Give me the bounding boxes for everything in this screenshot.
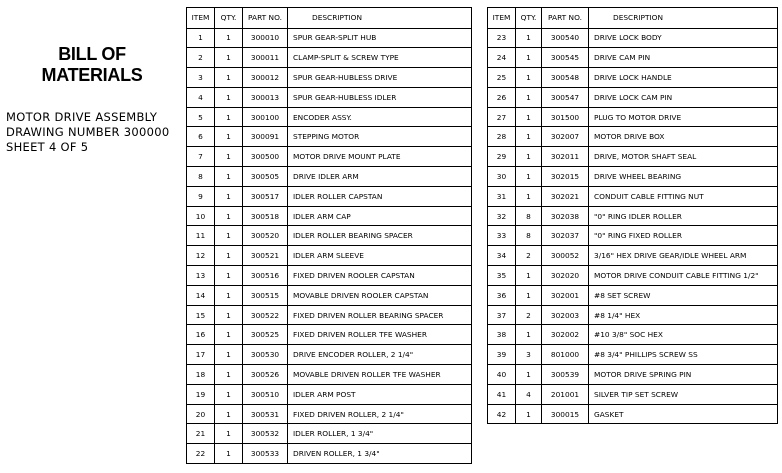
item-cell: 29 bbox=[488, 147, 516, 167]
bom-title-line2: MATERIALS bbox=[41, 65, 143, 85]
table-row bbox=[488, 305, 778, 325]
description-cell: DRIVE LOCK CAM PIN bbox=[589, 87, 778, 107]
description-cell: DRIVE LOCK HANDLE bbox=[589, 68, 778, 88]
part-no-cell: 300548 bbox=[542, 68, 589, 88]
item-cell: 10 bbox=[187, 206, 215, 226]
description-cell: IDLER ROLLER, 1 3/4" bbox=[288, 424, 472, 444]
qty-cell: 2 bbox=[516, 305, 542, 325]
table-row bbox=[488, 167, 778, 187]
qty-cell: 1 bbox=[516, 285, 542, 305]
table-row bbox=[187, 206, 472, 226]
qty-cell: 1 bbox=[215, 365, 243, 385]
item-cell: 6 bbox=[187, 127, 215, 147]
table-row bbox=[187, 107, 472, 127]
item-cell: 42 bbox=[488, 404, 516, 424]
part-no-cell: 300526 bbox=[243, 365, 288, 385]
qty-cell: 1 bbox=[516, 365, 542, 385]
table-row bbox=[187, 345, 472, 365]
description-cell: MOVABLE DRIVEN ROOLER CAPSTAN bbox=[288, 285, 472, 305]
description-cell: MOTOR DRIVE BOX bbox=[589, 127, 778, 147]
description-cell: PLUG TO MOTOR DRIVE bbox=[589, 107, 778, 127]
item-cell: 8 bbox=[187, 167, 215, 187]
qty-cell: 1 bbox=[215, 68, 243, 88]
description-cell: #10 3/8" SOC HEX bbox=[589, 325, 778, 345]
table-row bbox=[488, 206, 778, 226]
item-cell: 33 bbox=[488, 226, 516, 246]
qty-cell: 1 bbox=[516, 127, 542, 147]
qty-cell: 1 bbox=[516, 48, 542, 68]
qty-cell: 1 bbox=[215, 246, 243, 266]
part-no-cell: 302001 bbox=[542, 285, 589, 305]
table-row bbox=[187, 305, 472, 325]
part-no-cell: 300522 bbox=[243, 305, 288, 325]
table-row bbox=[187, 48, 472, 68]
assembly-name: MOTOR DRIVE ASSEMBLY bbox=[6, 110, 158, 124]
description-cell: IDLER ARM CAP bbox=[288, 206, 472, 226]
qty-cell: 1 bbox=[516, 186, 542, 206]
description-cell: DRIVE LOCK BODY bbox=[589, 28, 778, 48]
header-item: ITEM bbox=[187, 8, 215, 29]
item-cell: 13 bbox=[187, 266, 215, 286]
item-cell: 38 bbox=[488, 325, 516, 345]
item-cell: 37 bbox=[488, 305, 516, 325]
table-row bbox=[488, 147, 778, 167]
item-cell: 11 bbox=[187, 226, 215, 246]
qty-cell: 3 bbox=[516, 345, 542, 365]
table-row bbox=[187, 384, 472, 404]
part-no-cell: 300500 bbox=[243, 147, 288, 167]
table-row bbox=[488, 246, 778, 266]
part-no-cell: 300012 bbox=[243, 68, 288, 88]
table-row bbox=[488, 384, 778, 404]
item-cell: 17 bbox=[187, 345, 215, 365]
part-no-cell: 301500 bbox=[542, 107, 589, 127]
item-cell: 20 bbox=[187, 404, 215, 424]
description-cell: CLAMP-SPLIT & SCREW TYPE bbox=[288, 48, 472, 68]
table-row bbox=[187, 266, 472, 286]
table-row bbox=[187, 246, 472, 266]
qty-cell: 1 bbox=[516, 325, 542, 345]
bom-title bbox=[18, 44, 166, 86]
description-cell: DRIVE, MOTOR SHAFT SEAL bbox=[589, 147, 778, 167]
table-row bbox=[187, 365, 472, 385]
table-row bbox=[187, 226, 472, 246]
description-cell: "0" RING FIXED ROLLER bbox=[589, 226, 778, 246]
description-cell: DRIVEN ROLLER, 1 3/4" bbox=[288, 444, 472, 464]
part-no-cell: 300510 bbox=[243, 384, 288, 404]
qty-cell: 1 bbox=[215, 444, 243, 464]
table-row bbox=[187, 147, 472, 167]
item-cell: 34 bbox=[488, 246, 516, 266]
description-cell: SPUR GEAR-HUBLESS DRIVE bbox=[288, 68, 472, 88]
qty-cell: 1 bbox=[215, 127, 243, 147]
table-row bbox=[488, 325, 778, 345]
qty-cell: 1 bbox=[215, 48, 243, 68]
qty-cell: 1 bbox=[215, 206, 243, 226]
qty-cell: 1 bbox=[215, 325, 243, 345]
table-row bbox=[488, 87, 778, 107]
part-no-cell: 302003 bbox=[542, 305, 589, 325]
item-cell: 32 bbox=[488, 206, 516, 226]
item-cell: 24 bbox=[488, 48, 516, 68]
item-cell: 14 bbox=[187, 285, 215, 305]
table-row bbox=[488, 107, 778, 127]
table-row bbox=[488, 404, 778, 424]
part-no-cell: 300530 bbox=[243, 345, 288, 365]
table-row bbox=[187, 87, 472, 107]
table-row bbox=[187, 127, 472, 147]
part-no-cell: 300521 bbox=[243, 246, 288, 266]
description-cell: SPUR GEAR-SPLIT HUB bbox=[288, 28, 472, 48]
table-row bbox=[488, 48, 778, 68]
description-cell: #8 SET SCREW bbox=[589, 285, 778, 305]
table-row bbox=[488, 186, 778, 206]
bom-table-right bbox=[487, 7, 778, 424]
qty-cell: 1 bbox=[215, 266, 243, 286]
description-cell: SPUR GEAR-HUBLESS IDLER bbox=[288, 87, 472, 107]
item-cell: 22 bbox=[187, 444, 215, 464]
description-cell: MOTOR DRIVE CONDUIT CABLE FITTING 1/2" bbox=[589, 266, 778, 286]
part-no-cell: 300515 bbox=[243, 285, 288, 305]
qty-cell: 4 bbox=[516, 384, 542, 404]
table-row bbox=[187, 285, 472, 305]
item-cell: 36 bbox=[488, 285, 516, 305]
item-cell: 2 bbox=[187, 48, 215, 68]
part-no-cell: 300010 bbox=[243, 28, 288, 48]
description-cell: MOTOR DRIVE SPRING PIN bbox=[589, 365, 778, 385]
part-no-cell: 300525 bbox=[243, 325, 288, 345]
table-row bbox=[187, 68, 472, 88]
header-part-no: PART NO. bbox=[542, 8, 589, 29]
qty-cell: 1 bbox=[516, 266, 542, 286]
part-no-cell: 302002 bbox=[542, 325, 589, 345]
item-cell: 12 bbox=[187, 246, 215, 266]
qty-cell: 1 bbox=[516, 28, 542, 48]
table-row bbox=[187, 167, 472, 187]
description-cell: CONDUIT CABLE FITTING NUT bbox=[589, 186, 778, 206]
description-cell: DRIVE ENCODER ROLLER, 2 1/4" bbox=[288, 345, 472, 365]
description-cell: MOTOR DRIVE MOUNT PLATE bbox=[288, 147, 472, 167]
item-cell: 18 bbox=[187, 365, 215, 385]
item-cell: 27 bbox=[488, 107, 516, 127]
item-cell: 28 bbox=[488, 127, 516, 147]
description-cell: #8 1/4" HEX bbox=[589, 305, 778, 325]
item-cell: 35 bbox=[488, 266, 516, 286]
part-no-cell: 300547 bbox=[542, 87, 589, 107]
table-row bbox=[488, 345, 778, 365]
table-row bbox=[488, 226, 778, 246]
header-description: DESCRIPTION bbox=[288, 8, 472, 29]
part-no-cell: 300539 bbox=[542, 365, 589, 385]
description-cell: FIXED DRIVEN ROLLER BEARING SPACER bbox=[288, 305, 472, 325]
header-qty: QTY. bbox=[516, 8, 542, 29]
description-cell: MOVABLE DRIVEN ROLLER TFE WASHER bbox=[288, 365, 472, 385]
item-cell: 16 bbox=[187, 325, 215, 345]
description-cell: SILVER TIP SET SCREW bbox=[589, 384, 778, 404]
part-no-cell: 300517 bbox=[243, 186, 288, 206]
part-no-cell: 300540 bbox=[542, 28, 589, 48]
qty-cell: 1 bbox=[215, 167, 243, 187]
item-cell: 15 bbox=[187, 305, 215, 325]
part-no-cell: 300100 bbox=[243, 107, 288, 127]
table-row bbox=[488, 68, 778, 88]
item-cell: 4 bbox=[187, 87, 215, 107]
description-cell: FIXED DRIVEN ROOLER CAPSTAN bbox=[288, 266, 472, 286]
table-row bbox=[488, 28, 778, 48]
part-no-cell: 300013 bbox=[243, 87, 288, 107]
part-no-cell: 300533 bbox=[243, 444, 288, 464]
part-no-cell: 302020 bbox=[542, 266, 589, 286]
part-no-cell: 300532 bbox=[243, 424, 288, 444]
part-no-cell: 300516 bbox=[243, 266, 288, 286]
qty-cell: 2 bbox=[516, 246, 542, 266]
table-header-row bbox=[488, 8, 778, 29]
qty-cell: 1 bbox=[215, 28, 243, 48]
bom-title-line1: BILL OF bbox=[58, 44, 126, 64]
qty-cell: 1 bbox=[215, 186, 243, 206]
description-cell: IDLER ARM POST bbox=[288, 384, 472, 404]
table-row bbox=[187, 186, 472, 206]
part-no-cell: 302037 bbox=[542, 226, 589, 246]
qty-cell: 8 bbox=[516, 226, 542, 246]
table-row bbox=[187, 424, 472, 444]
qty-cell: 1 bbox=[516, 167, 542, 187]
qty-cell: 1 bbox=[516, 107, 542, 127]
bom-table-left bbox=[186, 7, 472, 464]
description-cell: GASKET bbox=[589, 404, 778, 424]
part-no-cell: 201001 bbox=[542, 384, 589, 404]
sheet-number: SHEET 4 OF 5 bbox=[6, 140, 89, 154]
qty-cell: 1 bbox=[215, 285, 243, 305]
description-cell: 3/16" HEX DRIVE GEAR/IDLE WHEEL ARM bbox=[589, 246, 778, 266]
description-cell: IDLER ROLLER CAPSTAN bbox=[288, 186, 472, 206]
description-cell: DRIVE CAM PIN bbox=[589, 48, 778, 68]
drawing-number: DRAWING NUMBER 300000 bbox=[6, 125, 170, 139]
part-no-cell: 300011 bbox=[243, 48, 288, 68]
qty-cell: 1 bbox=[516, 147, 542, 167]
part-no-cell: 300545 bbox=[542, 48, 589, 68]
item-cell: 5 bbox=[187, 107, 215, 127]
item-cell: 41 bbox=[488, 384, 516, 404]
qty-cell: 1 bbox=[215, 305, 243, 325]
header-item: ITEM bbox=[488, 8, 516, 29]
header-part-no: PART NO. bbox=[243, 8, 288, 29]
table-row bbox=[187, 444, 472, 464]
table-row bbox=[488, 127, 778, 147]
part-no-cell: 300531 bbox=[243, 404, 288, 424]
item-cell: 25 bbox=[488, 68, 516, 88]
item-cell: 9 bbox=[187, 186, 215, 206]
part-no-cell: 302007 bbox=[542, 127, 589, 147]
item-cell: 40 bbox=[488, 365, 516, 385]
item-cell: 39 bbox=[488, 345, 516, 365]
qty-cell: 8 bbox=[516, 206, 542, 226]
description-cell: FIXED DRIVEN ROLLER TFE WASHER bbox=[288, 325, 472, 345]
part-no-cell: 300091 bbox=[243, 127, 288, 147]
item-cell: 31 bbox=[488, 186, 516, 206]
item-cell: 21 bbox=[187, 424, 215, 444]
part-no-cell: 300052 bbox=[542, 246, 589, 266]
part-no-cell: 801000 bbox=[542, 345, 589, 365]
description-cell: FIXED DRIVEN ROLLER, 2 1/4" bbox=[288, 404, 472, 424]
part-no-cell: 302021 bbox=[542, 186, 589, 206]
table-row bbox=[488, 365, 778, 385]
part-no-cell: 302015 bbox=[542, 167, 589, 187]
description-cell: IDLER ARM SLEEVE bbox=[288, 246, 472, 266]
qty-cell: 1 bbox=[215, 345, 243, 365]
qty-cell: 1 bbox=[215, 404, 243, 424]
table-header-row bbox=[187, 8, 472, 29]
header-qty: QTY. bbox=[215, 8, 243, 29]
description-cell: IDLER ROLLER BEARING SPACER bbox=[288, 226, 472, 246]
qty-cell: 1 bbox=[215, 107, 243, 127]
table-row bbox=[488, 285, 778, 305]
description-cell: STEPPING MOTOR bbox=[288, 127, 472, 147]
part-no-cell: 300505 bbox=[243, 167, 288, 187]
qty-cell: 1 bbox=[215, 384, 243, 404]
item-cell: 7 bbox=[187, 147, 215, 167]
part-no-cell: 300520 bbox=[243, 226, 288, 246]
description-cell: ENCODER ASSY. bbox=[288, 107, 472, 127]
description-cell: DRIVE IDLER ARM bbox=[288, 167, 472, 187]
table-row bbox=[187, 28, 472, 48]
qty-cell: 1 bbox=[516, 68, 542, 88]
description-cell: DRIVE WHEEL BEARING bbox=[589, 167, 778, 187]
item-cell: 23 bbox=[488, 28, 516, 48]
item-cell: 19 bbox=[187, 384, 215, 404]
qty-cell: 1 bbox=[215, 147, 243, 167]
item-cell: 26 bbox=[488, 87, 516, 107]
part-no-cell: 302011 bbox=[542, 147, 589, 167]
table-row bbox=[187, 404, 472, 424]
drawing-info bbox=[6, 110, 170, 155]
item-cell: 1 bbox=[187, 28, 215, 48]
table-row bbox=[488, 266, 778, 286]
qty-cell: 1 bbox=[215, 226, 243, 246]
table-row bbox=[187, 325, 472, 345]
qty-cell: 1 bbox=[516, 87, 542, 107]
qty-cell: 1 bbox=[215, 87, 243, 107]
item-cell: 30 bbox=[488, 167, 516, 187]
description-cell: "0" RING IDLER ROLLER bbox=[589, 206, 778, 226]
header-description: DESCRIPTION bbox=[589, 8, 778, 29]
qty-cell: 1 bbox=[215, 424, 243, 444]
description-cell: #8 3/4" PHILLIPS SCREW SS bbox=[589, 345, 778, 365]
qty-cell: 1 bbox=[516, 404, 542, 424]
part-no-cell: 300015 bbox=[542, 404, 589, 424]
part-no-cell: 302038 bbox=[542, 206, 589, 226]
part-no-cell: 300518 bbox=[243, 206, 288, 226]
item-cell: 3 bbox=[187, 68, 215, 88]
